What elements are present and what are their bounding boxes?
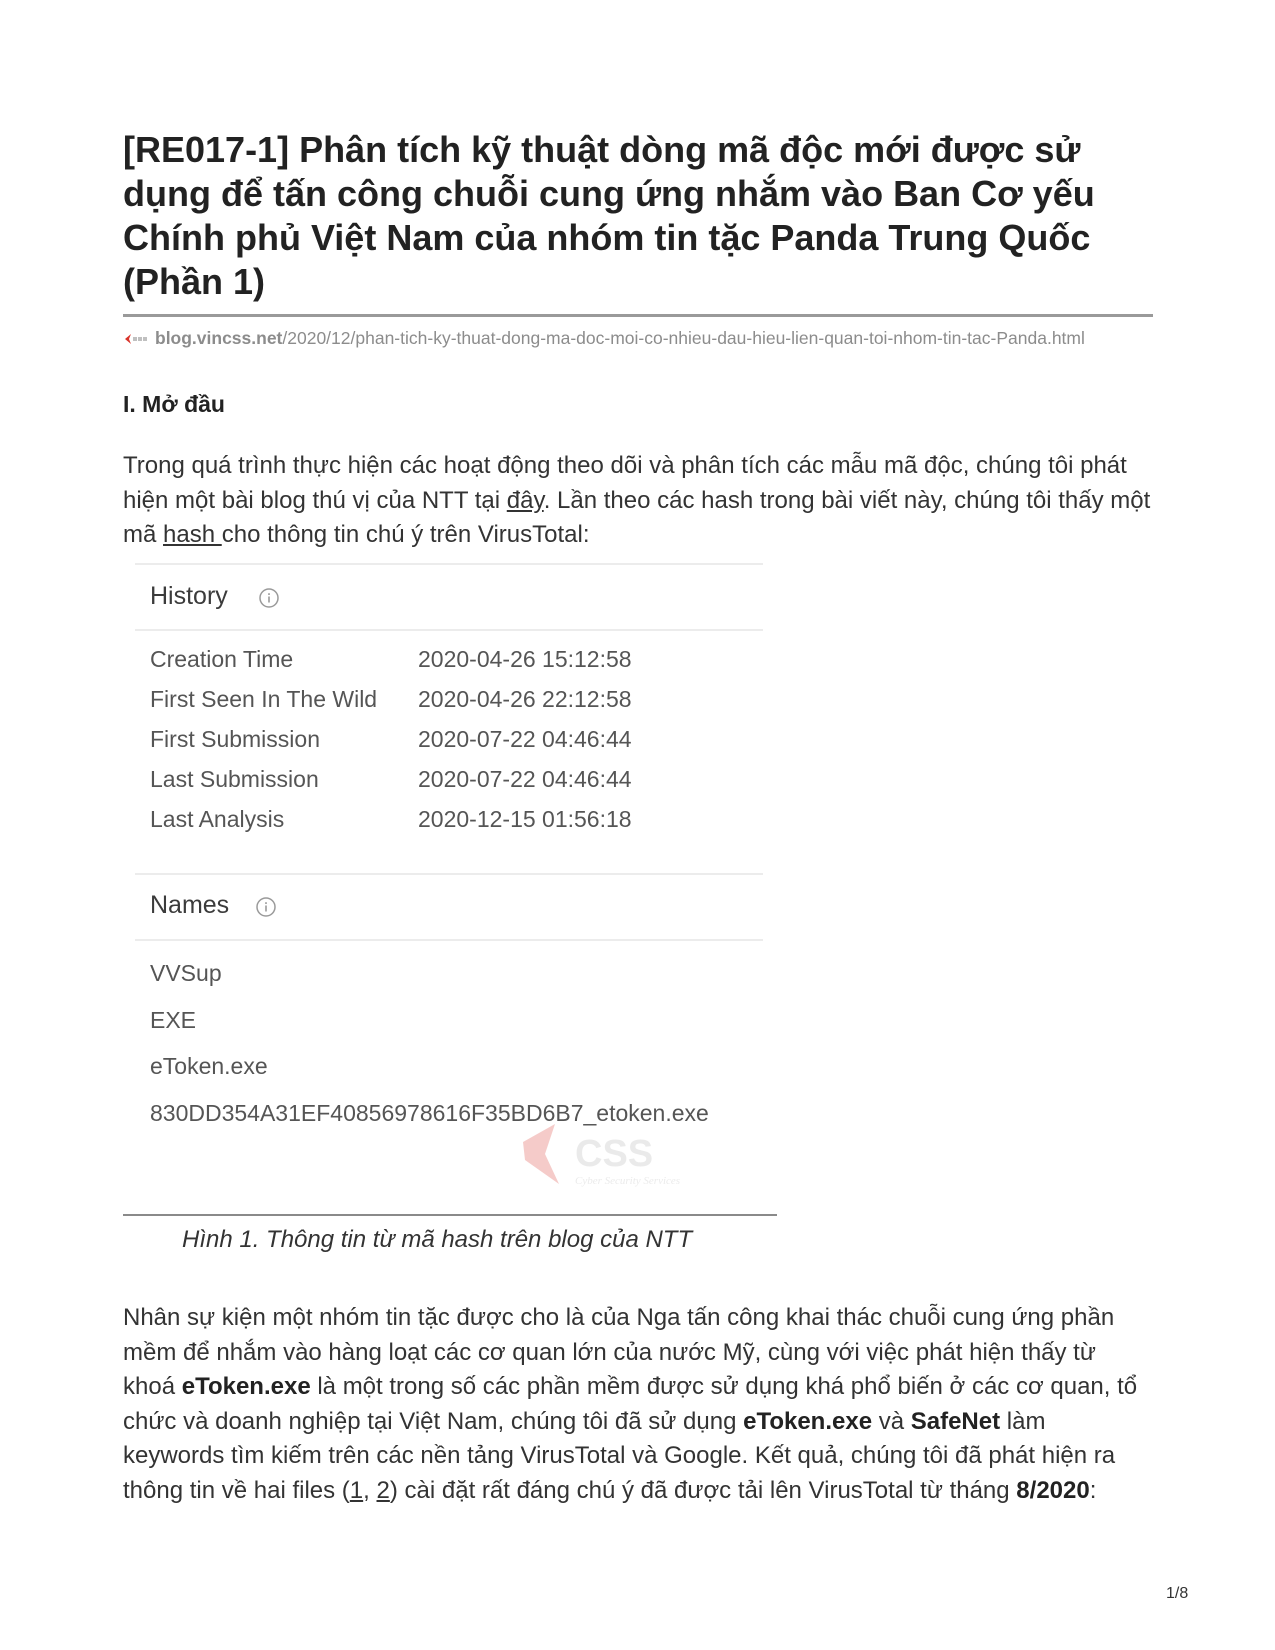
bold-run: 8/2020: [1016, 1476, 1090, 1504]
hash-link[interactable]: hash: [163, 521, 222, 548]
section-heading: I. Mở đầu: [123, 391, 225, 417]
text-run: Nhân sự kiện một nhóm tin tặc được cho là của Nga tấn công khai thác chuỗi cung ứng phần mềm để nhắm vào hàng loạt các cơ quan lớn của nước Mỹ, cùng với việc phát hiện thấy từ khoá: [123, 1304, 1115, 1400]
figure-caption: Hình 1. Thông tin từ mã hash trên blog của NTT: [182, 1226, 693, 1253]
text-run: :: [1089, 1476, 1097, 1504]
source-domain: blog.vincss.net: [155, 328, 283, 348]
info-icon: [259, 588, 279, 608]
file-link-1[interactable]: 1: [349, 1476, 364, 1504]
watermark-text: Cyber Security Services: [575, 1175, 681, 1187]
bold-run: eToken.exe: [181, 1373, 311, 1400]
text-run: Trong quá trình thực hiện các hoạt động theo dõi và phân tích các mẫu mã độc, chúng tôi phát hiện một bài blog thú vị của NTT tại: [123, 452, 1127, 514]
text-run: ,: [363, 1476, 377, 1504]
vincss-watermark: [515, 1114, 725, 1194]
name-item: EXE: [150, 1007, 197, 1033]
text-run: cho thông tin chú ý trên VirusTotal:: [221, 521, 590, 548]
history-label: Creation Time: [150, 646, 294, 672]
history-label: Last Analysis: [150, 806, 285, 832]
history-value: 2020-04-26 15:12:58: [418, 646, 632, 672]
figure-bottom-rule: [123, 1214, 777, 1216]
history-value: 2020-04-26 22:12:58: [418, 686, 632, 712]
figure-divider: [135, 873, 763, 875]
history-label: First Submission: [150, 726, 320, 752]
file-link-2[interactable]: 2: [376, 1476, 390, 1504]
bold-run: SafeNet: [910, 1407, 1001, 1435]
source-url[interactable]: [123, 328, 1173, 349]
text-run: . Lần theo các hash trong bài viết này, chúng tôi thấy một mã: [123, 486, 1151, 548]
figure-divider: [135, 939, 763, 941]
body-paragraph: [123, 1301, 1153, 1508]
name-item: VVSup: [150, 960, 222, 986]
history-label: First Seen In The Wild: [150, 686, 378, 712]
article-title: [RE017-1] Phân tích kỹ thuật dòng mã độc mới được sử dụng để tấn công chuỗi cung ứng nhắm vào Ban Cơ yếu Chính phủ Việt Nam của nhóm tin tặc Panda Trung Quốc (Phần 1): [123, 129, 1095, 302]
name-item: eToken.exe: [150, 1053, 268, 1079]
text-run: là một trong số các phần mềm được sử dụng khá phổ biến ở các cơ quan, tổ chức và doanh nghiệp tại Việt Nam, chúng tôi đã sử dụng: [123, 1373, 1138, 1435]
text-run: và: [872, 1407, 911, 1435]
virustotal-screenshot: [135, 582, 763, 1207]
source-path: /2020/12/phan-tich-ky-thuat-dong-ma-doc-moi-co-nhieu-dau-hieu-lien-quan-toi-nhom-tin-tac-Panda.html: [282, 328, 1085, 348]
text-run: ) cài đặt rất đáng chú ý đã được tải lên VirusTotal từ tháng: [389, 1476, 1017, 1504]
figure-divider: [135, 563, 763, 565]
history-value: 2020-12-15 01:56:18: [418, 806, 632, 832]
figure-divider: [135, 629, 763, 631]
svg-text:CSS: CSS: [575, 1133, 654, 1175]
history-label: Last Submission: [150, 766, 319, 792]
title-divider: [123, 314, 1153, 317]
history-value: 2020-07-22 04:46:44: [418, 726, 632, 752]
history-title: History: [150, 582, 228, 610]
intro-paragraph: [123, 449, 1153, 553]
page-number: 1/8: [1166, 1585, 1189, 1602]
history-value: 2020-07-22 04:46:44: [418, 766, 632, 792]
name-item: 830DD354A31EF40856978616F35BD6B7_etoken.exe: [150, 1100, 709, 1126]
text-run: làm keywords tìm kiếm trên các nền tảng VirusTotal và Google. Kết quả, chúng tôi đã phát hiện ra thông tin về hai files (: [123, 1407, 1116, 1504]
ntt-blog-link[interactable]: đây: [506, 486, 544, 514]
info-icon: [256, 897, 276, 917]
names-title: Names: [150, 891, 230, 919]
bold-run: eToken.exe: [743, 1407, 873, 1435]
vincss-logo-icon: [123, 332, 149, 346]
